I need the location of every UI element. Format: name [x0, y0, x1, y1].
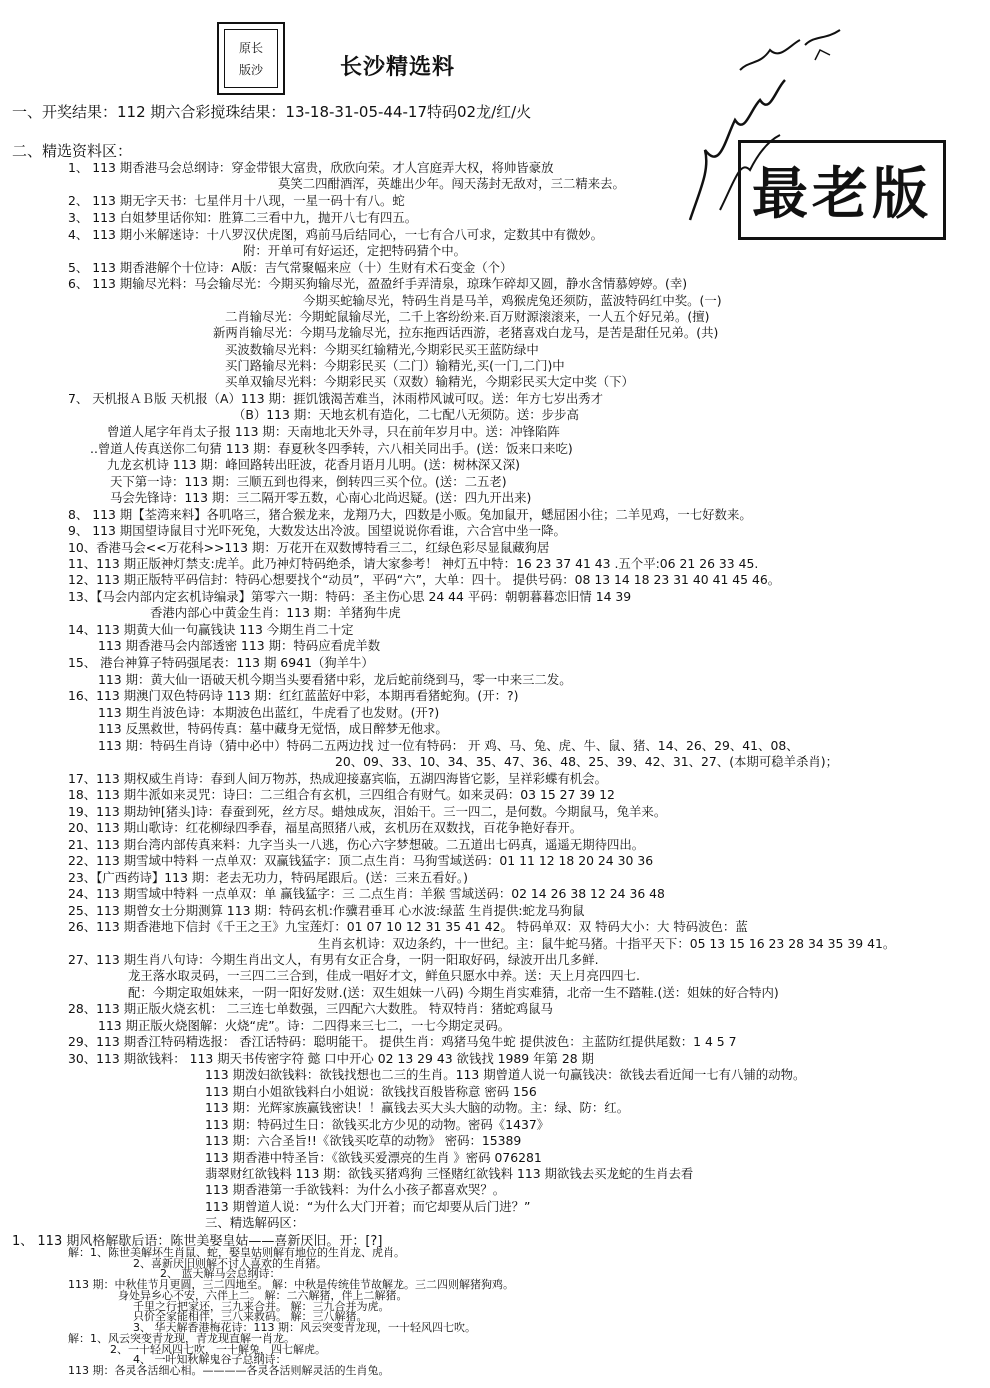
text-line: 千里之行把家还，三九来合并。 解：三九合并为虎。 [133, 1300, 390, 1313]
text-line: 113 期：各灵各活细心相。————各灵各活则解灵活的生肖兔。 [68, 1364, 390, 1377]
text-line: 8、 113 期【荃湾来料】各叽咯三，猪合猴龙来，龙翔乃大，四数是小贩。兔加鼠开，蟋屈困小往；二羊见鸡，一七好数来。 [68, 507, 752, 522]
text-line: 16、113 期澳门双色特码诗 113 期：红红蓝蓝好中彩，本期再看猪蛇狗。(开：?) [68, 688, 519, 703]
text-line: 10、香港马会<<万花科>>113 期：万花开在双数博特看三二，红绿色彩尽显鼠藏狗居 [68, 540, 550, 555]
text-line: 23、【广西药诗】113 期：老去无功力，特码尾跟后。(送：三来五看好。) [68, 870, 468, 885]
text-line: 生肖玄机诗：双边条约，十一世纪。主：鼠牛蛇马猪。十指平天下：05 13 15 16 23 28 34 35 39 41。 [318, 936, 896, 951]
text-line: 天下第一诗：113 期：三顺五到也得来，倒转四三买个位。(送：二五老) [110, 474, 507, 489]
text-line: 113 反黑救世，特码传真：墓中藏身无觉悟，成日醉梦无他求。 [98, 721, 448, 736]
text-line: 113 期正版火烧图解：火烧“虎”。诗：二四得来三七二，一七今期定灵码。 [98, 1018, 511, 1033]
text-line: 17、113 期权威生肖诗：春到人间万物苏，热成迎接嘉宾临，五湖四海皆它影，呈祥彩蝶有机会。 [68, 771, 607, 786]
text-line: 香港内部心中黄金生肖：113 期：羊猪狗牛虎 [150, 605, 401, 620]
text-line: 20、113 期山歌诗：红花柳绿四季春，福星高照猪八戒，玄机历在双数找，百花争艳好春开。 [68, 820, 583, 835]
text-line: 买波数输尽光料：今期买红输精光,今期彩民买王蓝防绿中 [225, 342, 539, 357]
text-line: 2、喜新厌旧则解不讨人喜欢的生肖猪。 [133, 1257, 327, 1270]
text-line: 13、【马会内部内定玄机诗编录】第零六一期：特码：圣主伤心思 24 44 平码：朝朝暮暮恋旧情 14 39 [68, 589, 632, 604]
text-line: 1、 113 期香港马会总纲诗：穿金带银大富贵，欣欣向荣。才人宫庭弄大权，将帅皆豪放 [68, 160, 554, 175]
text-line: 龙王落水取灵码，一三四二三合到，佳成一唱好才文，鲜鱼只愿水中养。送：天上月亮四四七. [128, 968, 640, 983]
text-line: 曾道人尾字年肖太子报 113 期：天南地北天外寻，只在前年岁月中。送：冲锋陷阵 [107, 424, 560, 439]
text-line: 3、 113 白姐梦里话你知：胜算二三看中九，抛开八七有四五。 [68, 210, 418, 225]
text-line: 九龙玄机诗 113 期：峰回路转出旺波，花香月语月儿明。(送：树林深又深) [107, 457, 520, 472]
text-line: ..曾道人传真送你二句猜 113 期：春夏秋冬四季转，六八相关同出手。(送：饭来口来吃) [90, 441, 573, 456]
stamp-line-2: 版沙 [238, 62, 263, 77]
stamp-line-1: 原长 [238, 40, 263, 55]
text-line: 2、一十轻风四七吹，一十解兔，四七解虎。 [110, 1343, 326, 1356]
text-line: 29、113 期香江特码精选报： 香江话特码：聪明能干。 提供生肖：鸡猪马兔牛蛇 提供波色：主蓝防红提供尾数：1 4 5 7 [68, 1034, 737, 1049]
section-2-heading: 二、精选资料区： [12, 142, 133, 160]
text-line: 113 期：中秋佳节月更圆，三二四地至。 解：中秋是传统佳节故解龙。三二四则解猪狗鸡。 [68, 1278, 514, 1291]
text-line: 4、 一叶知秋解鬼谷子总纲诗： [133, 1353, 287, 1366]
text-line: 113 期泼妇欲钱料：欲钱找想也二三的生肖。113 期曾道人说一句赢钱决：欲钱去看近闻一七有八铺的动物。 [205, 1067, 806, 1082]
text-line: 27、113 期生肖八句诗：今期生肖出文人，有男有女正合身，一阴一阳取好码，绿波开出几多鲜. [68, 952, 599, 967]
text-line: 5、 113 期香港解个十位诗：A版：吉气常聚幅来应（十）生财有术石变金（个） [68, 260, 513, 275]
text-line: 马会先锋诗：113 期：三二隔开零五数，心南心北尚迟疑。(送：四九开出来) [110, 490, 532, 505]
text-line: 113 期生肖波色诗：本期波色出蓝红，牛虎看了也发财。(开?) [98, 705, 440, 720]
text-line: 24、113 期雪域中特料 一点单双：单 赢钱猛字：三 二点生肖：羊猴 雪域送码：02 14 26 38 12 24 36 48 [68, 886, 665, 901]
text-line: 30、113 期欲钱料： 113 期天书传密字符 懿 口中开心 02 13 29 43 欲钱找 1989 年第 28 期 [68, 1051, 594, 1066]
text-line: 配：今期定取姐妹来，一阴一阳好发财.(送：双生姐妹一八码) 今期生肖实难猜，北帝一生不踏鞋.(送：姐妹的好合特内) [128, 985, 779, 1000]
text-line: 2、 蓝天解马会总纲诗： [160, 1267, 281, 1280]
text-line: 莫笑二四酣酒浑，英雄出少年。闯天荡封无敌对，三二精来去。 [278, 176, 625, 191]
text-line: 20、09、33、10、34、35、47、36、48、25、39、42、31、27、(本期可稳羊杀肖)； [335, 754, 838, 769]
text-line: 4、 113 期小米解迷诗：十八罗汉伏虎图，鸡前马后结同心，一七有合八可求，定数其中有微妙。 [68, 227, 604, 242]
text-line: 113 期：特码过生日：欲钱买北方少见的动物。密码《1437》 [205, 1117, 550, 1132]
text-line: 身处异乡心不安，六伴上二。 解：二六解猪，伴上二解猪。 [118, 1289, 408, 1302]
oldest-version-badge: 最老版 [738, 140, 946, 240]
text-line: 买门路输尽光料：今期彩民买（二门）输精光,买(一门,二门)中 [225, 358, 565, 373]
section-3-heading: 1、 113 期风格解歇后语：陈世美娶皇姑——喜新厌旧。开：[?] [12, 1234, 383, 1249]
text-line: 解：1、陈世美解坏生肖鼠、蛇，娶皇姑则解有地位的生肖龙、虎肖。 [68, 1246, 405, 1259]
text-line: 9、 113 期国望诗鼠目寸光吓死兔，大数发达出冷波。国望说说你看谁，六合宫中坐一降。 [68, 523, 566, 538]
text-line: 113 期香港中特圣旨：《欲钱买爱漂亮的生肖 》密码 076281 [205, 1150, 542, 1165]
text-line: 解：1、风云突变青龙现，青龙现直解一肖龙。 [68, 1332, 295, 1345]
text-line: 113 期曾道人说：“为什么大门开着；而它却要从后门进？” [205, 1199, 531, 1214]
text-line: 113 期：特码生肖诗（猜中必中）特码二五两边找 过一位有特码： 开 鸡、马、兔、虎、牛、鼠、猪、14、26、29、41、08、 [98, 738, 799, 753]
stamp-box [217, 22, 285, 95]
text-line: 12、113 期正版特平码信封：特码心想要找个“动员”，平码“六”，大单：四十。 提供号码：08 13 14 18 23 31 40 41 45 46。 [68, 572, 781, 587]
text-line: 18、113 期牛派如来灵咒：诗曰：二三组合有玄机，三四组合有财气。如来灵码：03 15 27 39 12 [68, 787, 615, 802]
text-line: 19、113 期劫钟[猪头]诗：春蚕到死，丝方尽。蜡烛成灰，泪始干。三一四二，是何数。今期鼠马，兔羊来。 [68, 804, 667, 819]
text-line: 14、113 期黄大仙一句赢钱诀 113 今期生肖二十定 [68, 622, 354, 637]
text-line: 21、113 期台湾内部传真来料：九字当头一八逃，伤心六字梦想破。二五道出七码真，遥遥无期待四出。 [68, 837, 645, 852]
text-line: 26、113 期香港地下信封《千王之王》九宝莲灯：01 07 10 12 31 35 41 42。 特码单双：双 特码大小：大 特码波色：蓝 [68, 919, 748, 934]
stamp-inner [224, 29, 278, 88]
text-line: 翡翠财红欲钱料 113 期：欲钱买猪鸡狗 三怪赌红欲钱料 113 期欲钱去买龙蛇的生肖去看 [205, 1166, 694, 1181]
draw-result-line: 一、开奖结果：112 期六合彩搅珠结果：13-18-31-05-44-17特码02龙/红/火 [12, 103, 532, 121]
text-line: 113 期：黄大仙一语破天机今期当头要看猪中彩，龙后蛇前绕到马，零一中来三二发。 [98, 672, 572, 687]
text-line: 只价全家能相伴，三八来救码。 解：三八解猪。 [133, 1310, 368, 1323]
text-line: 新两肖输尽光：今期马龙输尽光，拉东拖西话西游，老猪喜戏白龙马，是苦是甜任兄弟。(共) [213, 325, 719, 340]
text-line: 113 期白小姐欲钱料白小姐说：欲钱找百般皆称意 密码 156 [205, 1084, 537, 1099]
text-line: 11、113 期正版神灯禁支:虎羊。此乃神灯特码绝杀，请大家参考！ 神灯五中特：16 23 37 41 43 .五个平:06 21 26 33 45. [68, 556, 759, 571]
text-line: 今期买蛇输尽光，特码生肖是马羊，鸡猴虎兔还须防，蓝波特码红中奖。(一) [303, 293, 722, 308]
text-line: 附：开单可有好运还，定把特码猜个中。 [243, 243, 467, 258]
text-line: 28、113 期正版火烧玄机： 二三连七单数强，三四配六大数胜。 特双特肖：猪蛇鸡鼠马 [68, 1001, 553, 1016]
text-line: 2、 113 期无字天书：七星伴月十八现，一星一码十有八。蛇 [68, 193, 405, 208]
text-line: 113 期：六合圣旨!!《欲钱买吃草的动物》 密码：15389 [205, 1133, 522, 1148]
text-line: （B）113 期：天地玄机有造化，二七配八无须防。送：步步高 [233, 407, 579, 422]
text-line: 15、 港台神算子特码强尾表：113 期 6941（狗羊牛） [68, 655, 374, 670]
text-line: 6、 113 期输尽光料：马会输尽光：今期买狗输尽光，盈盈纤手弄清泉，琼珠乍碎却又圆，静水含情慕婷婷。(幸) [68, 276, 688, 291]
text-line: 三、精选解码区： [205, 1215, 305, 1230]
text-line: 113 期：光辉家族赢钱密诀！！赢钱去买大头大脑的动物。主：绿、防：红。 [205, 1100, 630, 1115]
text-line: 25、113 期曾女士分期测算 113 期：特码玄机:作骥君垂耳 心水波:绿蓝 生肖提供:蛇龙马狗鼠 [68, 903, 585, 918]
text-line: 二肖输尽光：今期蛇鼠输尽光，二千上客纷纷来.百万财源滚滚来，一人五个好兄弟。(擅) [225, 309, 710, 324]
text-line: 买单双输尽光料：今期彩民买（双数）输精光，今期彩民买大定中奖（下） [225, 374, 634, 389]
text-line: 22、113 期雪域中特料 一点单双：双赢钱猛字：顶二点生肖：马狗雪域送码：01 11 12 18 20 24 30 36 [68, 853, 654, 868]
text-line: 7、 天机报ＡＢ版 天机报（A）113 期：捱饥饿渴苦难当，沐雨栉风诚可叹。送：年方七岁出秀才 [68, 391, 604, 406]
text-line: 3、 华天解香港梅花诗：113 期：风云突变青龙现，一十轻风四七吹。 [133, 1321, 476, 1334]
text-line: 113 期香港第一手欲钱料：为什么小孩子都喜欢哭？。 [205, 1182, 506, 1197]
text-line: 113 期香港马会内部透密 113 期：特码应看虎羊数 [98, 638, 381, 653]
document-title: 长沙精选料 [340, 55, 456, 80]
